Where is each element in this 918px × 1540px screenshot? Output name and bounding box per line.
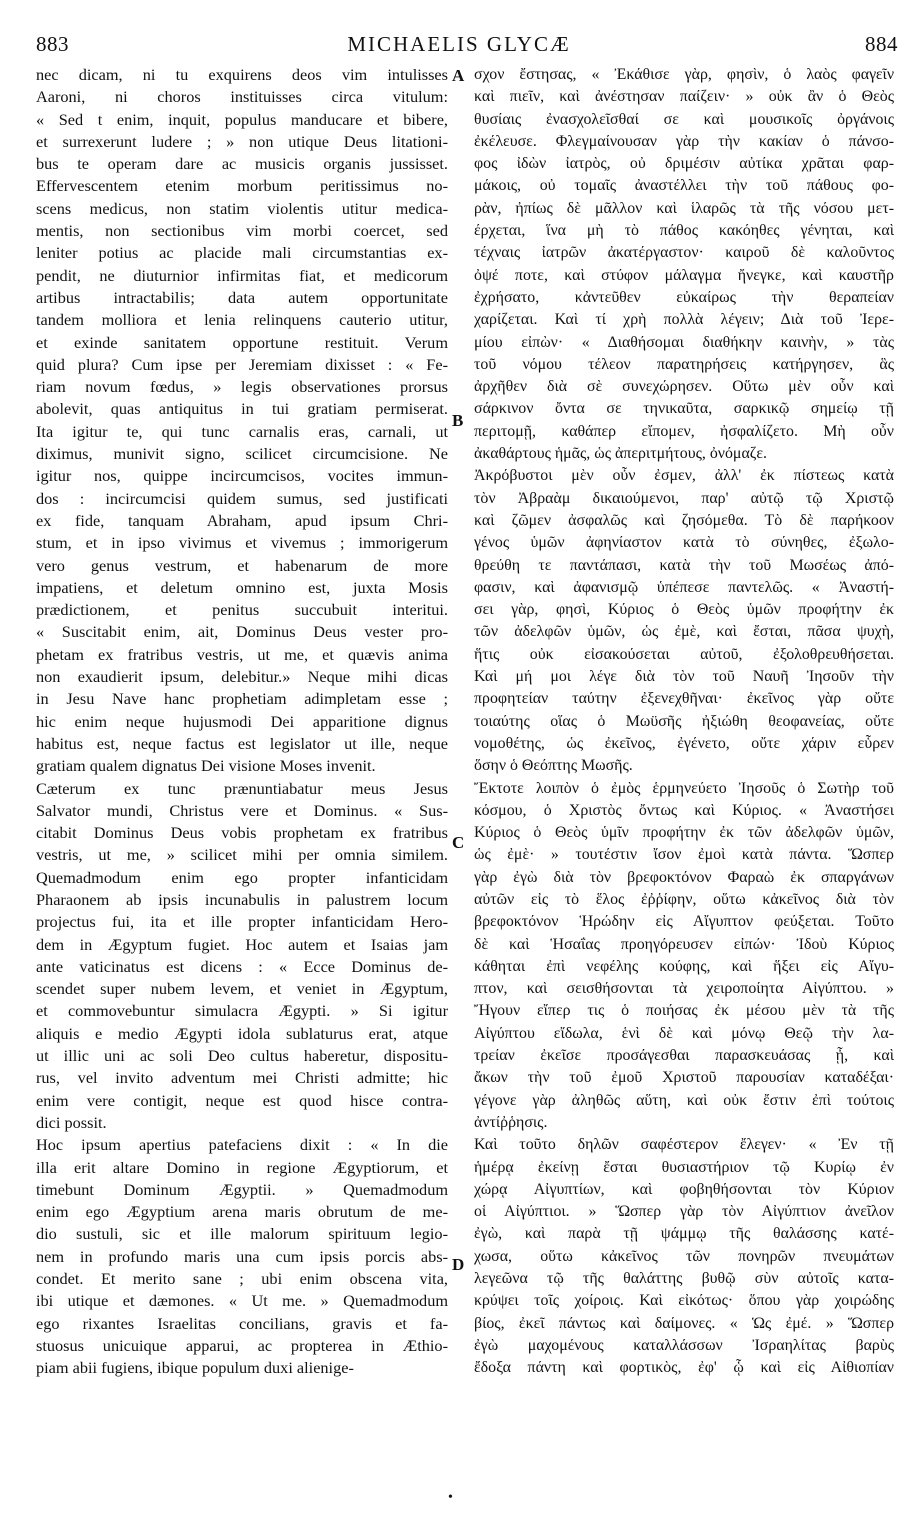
text-line: ante vaticinatus est dicens : « Ecce Dominus de- bbox=[36, 956, 448, 976]
text-line: scens medicus, non statim violentis utitur medica- bbox=[36, 198, 448, 218]
text-line: non exaudierit ipsum, delebitur.» Neque mihi dicas bbox=[36, 667, 448, 687]
text-line: τέχναις ἰατρῶν ἀκατέργαστον· καιροῦ δὲ καλοῦντος bbox=[474, 244, 894, 262]
text-line: ut illic uni ac soli Deo cultus haberetur, dispositu- bbox=[36, 1046, 448, 1066]
text-line: dio sustuli, sic et ille malorum spirituum legio- bbox=[36, 1224, 448, 1244]
text-line: leniter potius ac placide mali circumstantias ex- bbox=[36, 243, 448, 263]
text-line: τὸν Ἀβραὰμ δικαιούμενοι, παρ' αὐτῷ τῷ Χριστῷ bbox=[474, 489, 894, 507]
text-line: diximus, munivit signo, scilicet circumcisione. Ne bbox=[36, 444, 448, 464]
text-line: gratiam qualem dignatus Dei visione Moses invenit. bbox=[36, 756, 376, 776]
text-line: enim vere contigit, neque est quod hisce contra- bbox=[36, 1090, 448, 1110]
text-line: piam abii fugiens, ibique populum duxi alienige- bbox=[36, 1358, 354, 1378]
text-line: nem in profundo maris una cum ipsis porcis abs- bbox=[36, 1246, 448, 1266]
text-line: φος ἰδὼν ἰατρὸς, οὐ δριμέσιν αὐτίκα χρᾶται φαρ- bbox=[474, 155, 894, 173]
text-line: hic enim neque hujusmodi Dei apparitione dignus bbox=[36, 711, 448, 731]
text-line: scendet super nubem levem, et veniet in Ægyptum, bbox=[36, 979, 448, 999]
text-line: ἔδοξα πάντη καὶ φορτικὸς, ἐφ' ᾧ καὶ εἰς Αἰθιοπίαν bbox=[474, 1359, 894, 1377]
text-line: Κύριος ὁ Θεὸς ὑμῖν προφήτην ἐκ τῶν ἀδελφῶν ὑμῶν, bbox=[474, 824, 894, 842]
text-line: Pharaonem ab ipsis incunabulis in palustrem locum bbox=[36, 889, 448, 909]
text-line: κόσμου, ὁ Χριστὸς ὄντως καὶ Κύριος. « Ἀναστήσει bbox=[474, 801, 894, 819]
text-line: Ἔκτοτε λοιπὸν ὁ ἐμὸς ἑρμηνεύετο Ἰησοῦς ὁ Σωτὴρ τοῦ bbox=[474, 779, 894, 797]
text-line: nec dicam, ni tu exquirens deos vim intulisses bbox=[36, 65, 448, 84]
text-line: illa erit altare Domino in regione Ægyptiorum, et bbox=[36, 1157, 448, 1177]
text-line: προφητείαν ταύτην ἐξενεχθῆναι· ἐκεῖνος γὰρ οὔτε bbox=[474, 690, 894, 708]
page-number-left: 883 bbox=[36, 32, 69, 56]
text-line: τῶν ἀδελφῶν ὑμῶν, ὡς ἐμὲ, καὶ ἔσται, πᾶσα ψυχὴ, bbox=[474, 623, 894, 641]
text-line: πτον, καὶ σεισθήσονται τὰ χειροποίητα Αἰγύπτου. » bbox=[474, 980, 894, 998]
text-line: φασιν, καὶ ἀφανισμῷ ὑπέπεσε παντελῶς. « Ἀναστή- bbox=[474, 578, 894, 596]
text-line: βίος, ἐκεῖ πάντως καὶ δαίμονες. « Ὡς ἐμέ. » Ὥσπερ bbox=[474, 1314, 894, 1332]
text-line: λεγεῶνα τῷ τῆς θαλάττης βυθῷ σὺν αὐτοῖς κατα- bbox=[474, 1270, 894, 1288]
text-line: ὡς ἐμὲ· » τουτέστιν ἴσον ἐμοὶ κατὰ πάντα. Ὥσπερ bbox=[474, 846, 894, 864]
margin-letter-d: D bbox=[452, 1255, 465, 1274]
text-line: stum, et in ipso vivimus et vivemus ; immorigerum bbox=[36, 533, 448, 553]
greek-column bbox=[474, 64, 894, 1380]
text-line: Hoc ipsum apertius patefaciens dixit : « In die bbox=[36, 1135, 448, 1155]
text-line: βρεφοκτόνον Ἡρώδην εἰς Αἴγυπτον φεύξεται. Τοῦτο bbox=[474, 913, 894, 931]
text-line: ἐκέλευσε. Φλεγμαίνουσαν γὰρ τὴν κακίαν ὁ πάνσο- bbox=[474, 132, 894, 150]
text-line: δὲ καὶ Ἡσαΐας προηγόρευσεν εἰπών· Ἰδοὺ Κύριος bbox=[474, 935, 894, 953]
text-line: μάκοις, οὐ τομαῖς ἀναστέλλει τὴν τοῦ πάθους φο- bbox=[474, 177, 894, 195]
text-line: Salvator mundi, Christus vere et Dominus. « Sus- bbox=[36, 800, 448, 820]
text-line: ἐγὼ, καὶ παρὰ τῇ ψάμμῳ τῆς θαλάσσης κατέ- bbox=[474, 1225, 894, 1243]
text-line: έρχεται, ἵνα μὴ τὸ πάθος κακόηθες γένηται, καὶ bbox=[474, 222, 894, 240]
text-line: « Suscitabit enim, ait, Dominus Deus vester pro- bbox=[36, 622, 448, 642]
text-line: γένος ὑμῶν ἀφηνίαστον κατὰ τὸ σύνηθες, ἐξωλο- bbox=[474, 534, 894, 552]
text-line: καὶ ζῶμεν ἀσφαλῶς καὶ ζησόμεθα. Τὸ δὲ παρήκοον bbox=[474, 511, 894, 529]
text-line: ἐγὼ μαχομένους καταλλάσσων Ἰσραηλίτας βαρὺς bbox=[474, 1336, 894, 1354]
text-line: ibi utique et dæmones. « Ut me. » Quemadmodum bbox=[36, 1291, 448, 1311]
text-line: ὀψέ ποτε, καὶ στύφον μάλαγμα ἤνεγκε, καὶ καυστῆρ bbox=[474, 266, 894, 284]
text-line: ἀκαθάρτους ἡμᾶς, ὡς ἀπεριτμήτους, ὀνόμαζε. bbox=[474, 445, 767, 463]
text-line: ἀρχῆθεν διὰ σὲ συνεχώρησεν. Οὕτω μὲν οὖν καὶ bbox=[474, 378, 894, 396]
text-line: pendit, ne diuturnior infirmitas fiat, et medicorum bbox=[36, 265, 448, 285]
text-line: αὐτῶν εἰς τὸ ἕλος ἐῤῥίφην, οὕτω κἀκεῖνος διὰ τὸν bbox=[474, 890, 894, 908]
text-line: καὶ πιεῖν, καὶ ἀνέστησαν παίζειν· » οὐκ ἂν ὁ Θεὸς bbox=[474, 88, 894, 106]
text-line: θυσίαις ἐνασχολεῖσθαί σε καὶ μουσικοῖς ὀργάνοις bbox=[474, 110, 894, 128]
text-line: Cæterum ex tunc prænuntiabatur meus Jesus bbox=[36, 778, 448, 798]
text-line: stuosus unicuique apparui, ac propterea in Æthio- bbox=[36, 1335, 448, 1355]
text-line: ex fide, tanquam Abraham, apud ipsum Chri- bbox=[36, 510, 448, 530]
text-line: Ἤγουν εἴπερ τις ὁ ποιήσας ἐκ μέσου μὲν τὰ τῆς bbox=[474, 1002, 894, 1020]
text-line: vero genus vestrum, et habenarum de more bbox=[36, 555, 448, 575]
text-line: ἥτις οὐκ εἰσακούσεται αὐτοῦ, ἐξολοθρευθήσεται. bbox=[474, 645, 894, 663]
text-line: bus te operam dare ac musicis organis jussisset. bbox=[36, 154, 448, 174]
text-line: ὅσην ὁ Θεόπτης Μωσῆς. bbox=[474, 757, 633, 775]
margin-letter-a: A bbox=[452, 66, 465, 85]
text-line: σάρκινον ὄντα σε τηνικαῦτα, σαρκικῷ σημείῳ τῇ bbox=[474, 400, 894, 418]
text-line: ρὰν, ἠπίως δὲ μᾶλλον καὶ ἱλαρῶς τὰ τῆς νόσου μετ- bbox=[474, 199, 894, 217]
text-line: τοιαύτης οἵας ὁ Μωϋσῆς ἠξιώθη θεοφανείας, οὔτε bbox=[474, 712, 894, 730]
text-line: ἐχρήσατο, κἀντεῦθεν εὐκαίρως τὴν θεραπείαν bbox=[474, 288, 894, 306]
margin-letter-c: C bbox=[452, 833, 465, 852]
text-line: mentis, non sectionibus vim morbi coercet, sed bbox=[36, 221, 448, 241]
text-line: vestris, ut me, » scilicet mihi per omnia similem. bbox=[36, 845, 448, 865]
text-line: σχον ἔστησας, « Ἐκάθισε γὰρ, φησὶν, ὁ λαὸς φαγεῖν bbox=[474, 66, 894, 83]
footer-dot: • bbox=[448, 1490, 453, 1505]
text-line: habitus est, neque factus est legislator ut ille, neque bbox=[36, 733, 448, 753]
text-line: tandem molliora et lenia relinquens cauterio utitur, bbox=[36, 310, 448, 330]
text-line: et surrexerunt ludere ; » non utique Deus litationi- bbox=[36, 131, 448, 151]
text-line: phetam ex fratribus vestris, ut me, et quævis anima bbox=[36, 644, 448, 664]
text-line: artibus intractabilis; data autem opportunitate bbox=[36, 287, 448, 307]
text-line: timebunt Dominum Ægyptii. » Quemadmodum bbox=[36, 1179, 448, 1199]
page-number-right: 884 bbox=[865, 32, 898, 56]
text-line: κάθηται ἐπὶ νεφέλης κούφης, καὶ ἥξει εἰς Αἴγυ- bbox=[474, 957, 894, 975]
margin-letter-b: B bbox=[452, 411, 464, 430]
text-line: Quemadmodum enim ego propter infanticidam bbox=[36, 867, 448, 887]
text-line: περιτομῇ, καθάπερ εἴπομεν, ἠσφαλίζετο. Μὴ οὖν bbox=[474, 422, 894, 440]
text-line: igitur nos, quippe incircumcisos, vocites immun- bbox=[36, 466, 448, 486]
text-line: ἄκων τὴν τοῦ ἐμοῦ Χριστοῦ παρουσίαν καταδέξαι· bbox=[474, 1069, 894, 1087]
text-line: νομοθέτης, ὡς ἐκεῖνος, ἐγένετο, οὔτε χάριν εὗρεν bbox=[474, 734, 894, 752]
text-line: τρείαν ἐκεῖσε προσάγεσθαι παρασκευάσας ᾖ, καὶ bbox=[474, 1047, 894, 1065]
text-line: ἡμέρᾳ ἐκείνῃ ἔσται θυσιαστήριον τῷ Κυρίῳ ἐν bbox=[474, 1158, 894, 1176]
text-line: χώρᾳ Αἰγυπτίων, καὶ φοβηθήσονται τὸν Κύριον bbox=[474, 1180, 894, 1198]
text-line: citabit Dominus Deus vobis prophetam ex fratribus bbox=[36, 823, 448, 843]
text-line: σει γὰρ, φησὶ, Κύριος ὁ Θεὸς ὑμῶν προφήτην ἐκ bbox=[474, 601, 894, 619]
text-line: Καὶ τοῦτο δηλῶν σαφέστερον ἔλεγεν· « Ἐν τῇ bbox=[474, 1136, 894, 1154]
text-line: enim ego Ægyptium arena maris obrutum de me- bbox=[36, 1202, 448, 1222]
text-line: et exinde sanitatem opportune restituit. Verum bbox=[36, 332, 448, 352]
text-line: et commovebuntur simulacra Ægypti. » Si igitur bbox=[36, 1001, 448, 1021]
text-line: quid plura? Cum ipse per Jeremiam dixisset : « Fe- bbox=[36, 354, 448, 374]
latin-column bbox=[36, 64, 448, 1380]
text-line: χωσα, οὕτω κἀκεῖνος τῶν πονηρῶν πνευμάτων bbox=[474, 1247, 894, 1265]
text-line: τοῦ νόμου τέλεον παρατηρήσεις κατήργησεν, ἃς bbox=[474, 355, 894, 373]
text-line: Ita igitur te, qui tunc carnalis eras, carnali, ut bbox=[36, 421, 448, 441]
text-line: ego rixantes Israelitas concilians, gravis et fa- bbox=[36, 1313, 448, 1333]
text-line: Καὶ μή μοι λέγε διὰ τὸν τοῦ Ναυῆ Ἰησοῦν τὴν bbox=[474, 668, 894, 686]
text-line: dos : incircumcisi quidem sumus, sed justificati bbox=[36, 488, 448, 508]
text-line: γὰρ ἐγὼ διὰ τὸν βρεφοκτόνον Φαραὼ ἐκ σπαργάνων bbox=[474, 868, 894, 886]
text-line: prædictionem, et penitus succubuit interitui. bbox=[36, 600, 448, 620]
text-line: γέγονε γὰρ ἀληθῶς αὕτη, καὶ οὐκ ἔστιν ἐπὶ τούτοις bbox=[474, 1091, 894, 1109]
text-line: ἀντίῤῥησις. bbox=[474, 1113, 548, 1131]
text-line: Effervescentem etenim morbum peritissimus no- bbox=[36, 176, 448, 196]
text-line: κρύψει τοῖς χοίροις. Καὶ εἰκότως· ὅπου γὰρ χοιρώδης bbox=[474, 1292, 894, 1310]
text-line: θρεύθη τε παντάπασι, κατὰ τὴν τοῦ Μωσέως ἀπό- bbox=[474, 556, 894, 574]
text-line: Ἀκρόβυστοι μὲν οὖν ἐσμεν, ἀλλ' ἐκ πίστεως κατὰ bbox=[474, 467, 894, 485]
text-line: Αἰγύπτου εἴδωλα, ἑνὶ δὲ καὶ μόνῳ Θεῷ τὴν λα- bbox=[474, 1024, 894, 1042]
running-title: MICHAELIS GLYCÆ bbox=[347, 32, 571, 56]
text-line: οἱ Αἰγύπτιοι. » Ὥσπερ γὰρ τὸν Αἰγύπτιον ἀνεῖλον bbox=[474, 1203, 894, 1221]
text-line: projectus fui, ita et ille propter infanticidam Hero- bbox=[36, 912, 448, 932]
text-line: impatiens, et deletum omnino est, juxta Mosis bbox=[36, 577, 448, 597]
text-line: condet. Et merito sane ; ubi enim obscena vita, bbox=[36, 1269, 448, 1289]
text-line: dem in Ægyptum fugiet. Hoc autem et Isaias jam bbox=[36, 934, 448, 954]
text-line: Aaroni, ni choros instituisses circa vitulum: bbox=[36, 87, 448, 107]
text-line: rus, vel invito adventum mei Christi admitte; hic bbox=[36, 1068, 448, 1088]
text-line: riam novum fœdus, » legis observationes prorsus bbox=[36, 377, 448, 397]
text-line: aliquis e medio Ægypti idola sublaturus erat, atque bbox=[36, 1023, 448, 1043]
text-line: dici possit. bbox=[36, 1112, 107, 1132]
text-line: « Sed t enim, inquit, populus manducare et bibere, bbox=[36, 109, 448, 129]
text-line: abolevit, quas antiquitus in tui gratiam permiserat. bbox=[36, 399, 448, 419]
text-line: in Jesu Nave hanc prophetiam adimpletam esse ; bbox=[36, 689, 448, 709]
text-line: χαρίζεται. Καὶ τί χρὴ πολλὰ λέγειν; Διὰ τοῦ Ἰερε- bbox=[474, 311, 894, 329]
text-line: μίου εἰπὼν· « Διαθήσομαι διαθήκην καινὴν, » τὰς bbox=[474, 333, 894, 351]
